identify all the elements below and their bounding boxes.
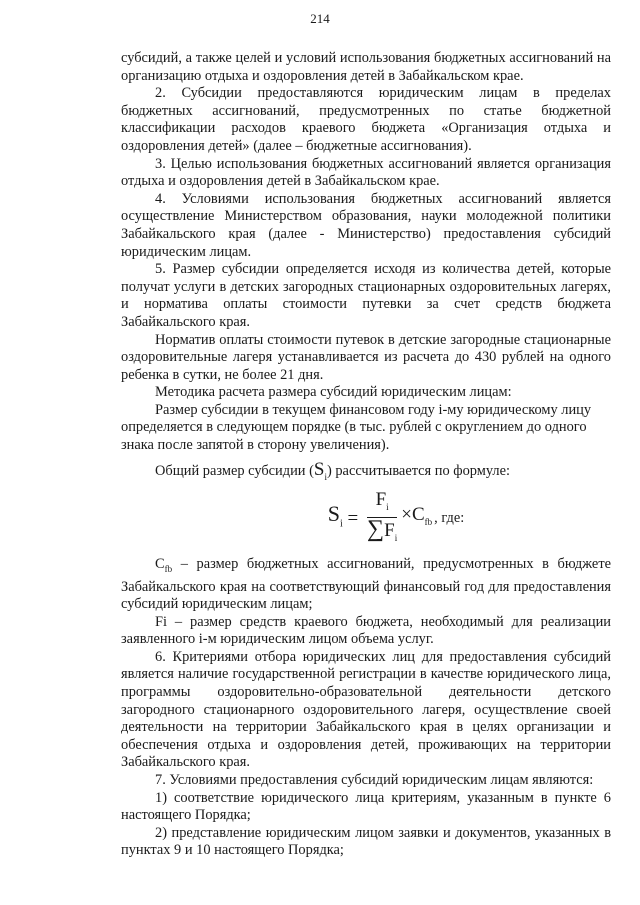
paragraph-item-3: 3. Целью использования бюджетных ассигнований является организация отдыха и оздоровления детей в Забайкальском крае. [121,155,611,190]
paragraph-item-5: 5. Размер субсидии определяется исходя из количества детей, которые получат услуги в детских загородных стационарных оздоровительных лагерях, и норматива оплаты стоимости путевки за счет средств бюджета Забайкальского края. [121,261,611,330]
formula-intro-after: ) рассчитывается по формуле: [326,462,510,479]
paragraph-condition-1: 1) соответствие юридического лица критериям, указанным в пункте 6 настоящего Порядка; [121,789,611,824]
formula-denominator: $\sum F_i$ [367,515,398,543]
paragraph-method-title: Методика расчета размера субсидий юридическим лицам: [155,384,512,401]
formula-fraction [367,490,397,549]
symbol-cfb: $C_{fb}$ [155,556,173,574]
paragraph-intro: субсидий, а также целей и условий использования бюджетных ассигнований на организацию отдыха и оздоровления детей в Забайкальском крае. [121,50,611,84]
document-body [121,50,611,860]
paragraph-cfb-definition: $C_{fb}$ – размер бюджетных ассигнований, предусмотренных в бюджете Забайкальского края на соответствующий финансовый год для предоставления субсидий юридическим лицам; [121,556,611,613]
page-number: 214 [310,11,330,26]
paragraph-item-4: 4. Условиями использования бюджетных ассигнований является осуществление Министерством образования, науки молодежной политики Забайкальского края (далее - Министерство) предоставления субсидий юридическим лицам. [121,190,611,260]
paragraph-item-2: 2. Субсидии предоставляются юридическим лицам в пределах бюджетных ассигнований, предусмотренных по статье бюджетной классификации расходов краевого бюджета «Организация отдыха и оздоровления детей» (далее – бюджетные ассигнования). [121,85,611,154]
formula-intro-before: Общий размер субсидии ( [155,462,314,479]
paragraph-condition-2: 2) представление юридическим лицом заявки и документов, указанных в пунктах 9 и 10 настоящего Порядка; [121,824,611,859]
paragraph-method-text: Размер субсидии в текущем финансовом году i-му юридическому лицу определяется в следующем порядке (в тыс. рублей с округлением до одного знака после запятой в сторону увеличения). [121,401,592,454]
formula-multiplier: $\times C_{fb}$ [401,504,433,528]
formula-numerator: $F_i$ [375,488,389,512]
formula-where: , где: [434,510,465,527]
subsidy-formula: $S_i$ = $\frac{F_i}{\sum F_i}$ $\times C_{fb}$ , где: [181,494,611,544]
paragraph-formula-intro [121,458,611,486]
paragraph-item-7: 7. Условиями предоставления субсидий юридическим лицам являются: [155,772,594,789]
paragraph-item-6: 6. Критериями отбора юридических лиц для предоставления субсидий является наличие государственной регистрации в качестве юридического лица, программы оздоровительно-образовательной деятельности детского загородного стационарного оздоровительного лагеря, осуществление своей деятельности на территории Забайкальского края в целях организации и обеспечения отдыха и оздоровления детей, проживающих на территории Забайкальского края. [121,648,611,771]
inline-symbol-s: $S_i$ [313,458,327,482]
paragraph-fi-definition: Fi – размер средств краевого бюджета, необходимый для реализации заявленного i-м юридическим лицом объема услуг. [121,613,611,648]
formula-lhs: $S_i$ [327,501,343,530]
paragraph-norm: Норматив оплаты стоимости путевок в детские загородные стационарные оздоровительные лагеря устанавливается из расчета до 430 рублей на одного ребенка в сутки, не более 21 дня. [121,331,611,383]
